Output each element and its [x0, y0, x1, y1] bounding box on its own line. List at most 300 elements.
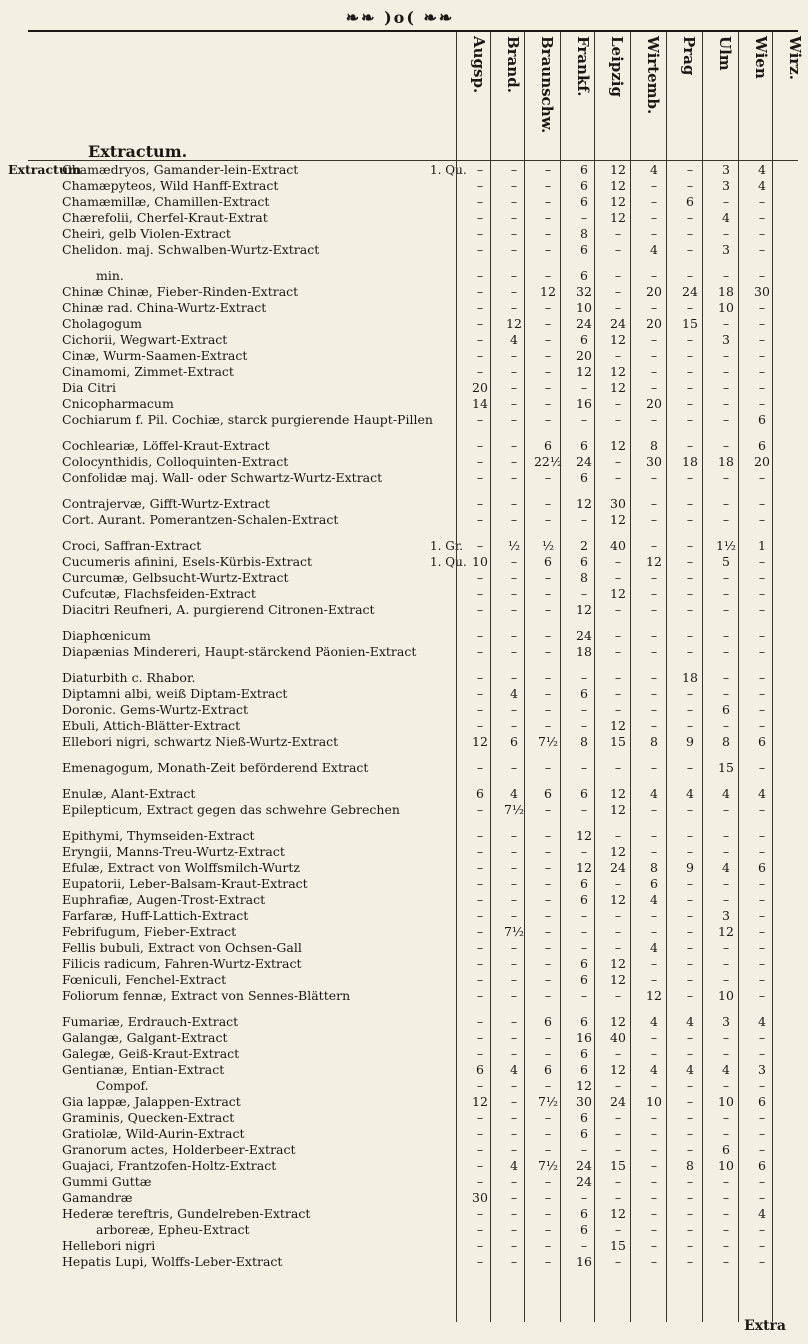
price-cell: –	[758, 554, 766, 569]
price-cell: –	[686, 1254, 694, 1269]
price-cell: 6	[686, 194, 694, 209]
price-cell: –	[758, 210, 766, 225]
price-cell: –	[544, 316, 552, 331]
price-cell: –	[722, 1046, 730, 1061]
price-cell: –	[650, 194, 658, 209]
price-cell: –	[722, 380, 730, 395]
price-cell: –	[722, 364, 730, 379]
price-cell: –	[686, 1190, 694, 1205]
price-cell: –	[758, 702, 766, 717]
row-name: Emenagogum, Monath-Zeit beförderend Extract	[62, 760, 369, 775]
price-cell: –	[614, 242, 622, 257]
page-ornament: ❧❧ )o( ❧❧	[345, 8, 455, 27]
row-name: Curcumæ, Gelbsucht-Wurtz-Extract	[62, 570, 289, 585]
price-cell: –	[544, 828, 552, 843]
price-cell: –	[580, 1190, 588, 1205]
row-weight: 1. Gr.	[430, 539, 464, 553]
top-rule	[28, 30, 798, 32]
price-cell: 32	[576, 284, 592, 299]
price-cell: 12	[610, 892, 626, 907]
price-cell: –	[544, 380, 552, 395]
price-cell: –	[510, 396, 518, 411]
price-cell: –	[650, 364, 658, 379]
price-cell: 10	[646, 1094, 662, 1109]
price-cell: –	[650, 628, 658, 643]
price-cell: –	[650, 300, 658, 315]
price-cell: 8	[650, 438, 658, 453]
price-cell: 4	[650, 1062, 658, 1077]
price-cell: –	[722, 570, 730, 585]
price-cell: –	[476, 538, 484, 553]
price-cell: –	[722, 940, 730, 955]
price-cell: –	[686, 162, 694, 177]
price-cell: 12	[540, 284, 556, 299]
price-cell: –	[580, 802, 588, 817]
price-cell: 8	[580, 570, 588, 585]
price-cell: –	[650, 1222, 658, 1237]
table-row	[0, 284, 800, 300]
price-cell: 12	[576, 602, 592, 617]
price-cell: –	[544, 194, 552, 209]
price-cell: –	[686, 242, 694, 257]
price-cell: –	[758, 892, 766, 907]
price-cell: –	[476, 512, 484, 527]
column-header	[738, 36, 774, 154]
row-name: Diptamni albi, weiß Diptam-Extract	[62, 686, 288, 701]
price-cell: 40	[610, 538, 626, 553]
table-row	[0, 734, 800, 760]
price-cell: 10	[472, 554, 488, 569]
price-cell: –	[758, 940, 766, 955]
price-cell: –	[580, 1238, 588, 1253]
price-cell: –	[650, 644, 658, 659]
price-cell: –	[758, 332, 766, 347]
price-cell: 18	[718, 454, 734, 469]
price-cell: –	[686, 972, 694, 987]
price-cell: –	[510, 892, 518, 907]
row-name: Epilepticum, Extract gegen das schwehre Gebrechen	[62, 802, 400, 817]
price-cell: –	[686, 512, 694, 527]
price-cell: 40	[610, 1030, 626, 1045]
table-row	[0, 1030, 800, 1046]
price-cell: 30	[646, 454, 662, 469]
price-cell: –	[614, 348, 622, 363]
price-cell: 4	[510, 1062, 518, 1077]
price-cell: –	[650, 512, 658, 527]
price-cell: 3	[722, 242, 730, 257]
column-rule	[560, 32, 561, 1322]
price-cell: 12	[718, 924, 734, 939]
table-row	[0, 972, 800, 988]
price-cell: –	[758, 316, 766, 331]
price-cell: –	[614, 226, 622, 241]
price-cell: –	[476, 364, 484, 379]
price-cell: –	[544, 644, 552, 659]
price-cell: –	[544, 496, 552, 511]
table-row	[0, 332, 800, 348]
price-cell: 3	[758, 1062, 766, 1077]
price-cell: –	[476, 300, 484, 315]
price-cell: –	[686, 268, 694, 283]
price-cell: –	[758, 586, 766, 601]
table-row	[0, 1126, 800, 1142]
price-cell: –	[686, 348, 694, 363]
table-row	[0, 802, 800, 828]
column-header-label: Frankf.	[574, 36, 592, 97]
price-cell: –	[510, 226, 518, 241]
price-cell: –	[686, 1030, 694, 1045]
price-cell: –	[686, 1094, 694, 1109]
price-cell: –	[650, 178, 658, 193]
price-cell: –	[580, 1142, 588, 1157]
price-cell: –	[686, 496, 694, 511]
price-cell: 10	[718, 988, 734, 1003]
price-cell: –	[650, 1078, 658, 1093]
price-cell: –	[758, 1078, 766, 1093]
price-cell: –	[686, 470, 694, 485]
price-cell: –	[476, 1206, 484, 1221]
price-cell: –	[580, 908, 588, 923]
price-cell: –	[650, 828, 658, 843]
price-cell: –	[544, 570, 552, 585]
price-cell: 10	[718, 300, 734, 315]
price-cell: –	[758, 1030, 766, 1045]
row-name: Gentianæ, Entian-Extract	[62, 1062, 225, 1077]
price-cell: –	[686, 1206, 694, 1221]
price-cell: –	[510, 194, 518, 209]
price-cell: 12	[576, 1078, 592, 1093]
row-name: Granorum actes, Holderbeer-Extract	[62, 1142, 296, 1157]
row-name: Guajaci, Frantzofen-Holtz-Extract	[62, 1158, 277, 1173]
price-cell: 6	[544, 554, 552, 569]
row-name: Fœniculi, Fenchel-Extract	[62, 972, 227, 987]
price-cell: 12	[576, 496, 592, 511]
price-cell: –	[614, 554, 622, 569]
price-cell: –	[476, 162, 484, 177]
price-cell: –	[650, 1174, 658, 1189]
price-cell: –	[580, 988, 588, 1003]
price-cell: –	[476, 956, 484, 971]
price-cell: 4	[686, 786, 694, 801]
price-cell: –	[722, 844, 730, 859]
price-cell: –	[544, 470, 552, 485]
price-cell: –	[510, 644, 518, 659]
price-cell: 6	[580, 1014, 588, 1029]
price-cell: –	[544, 1110, 552, 1125]
price-cell: –	[476, 586, 484, 601]
price-cell: –	[686, 412, 694, 427]
price-cell: –	[476, 644, 484, 659]
price-cell: –	[614, 940, 622, 955]
price-cell: –	[544, 892, 552, 907]
price-cell: –	[544, 226, 552, 241]
price-cell: –	[476, 348, 484, 363]
price-cell: –	[544, 1046, 552, 1061]
table-row	[0, 988, 800, 1014]
price-cell: –	[476, 570, 484, 585]
price-cell: 12	[506, 316, 522, 331]
table-row	[0, 412, 800, 438]
price-cell: –	[650, 470, 658, 485]
price-cell: –	[510, 178, 518, 193]
price-cell: –	[476, 602, 484, 617]
price-cell: –	[686, 438, 694, 453]
price-cell: –	[476, 1046, 484, 1061]
price-cell: 6	[580, 972, 588, 987]
price-cell: –	[476, 670, 484, 685]
price-cell: 8	[650, 860, 658, 875]
price-cell: –	[476, 454, 484, 469]
price-cell: –	[650, 670, 658, 685]
row-name: Diapænias Mindereri, Haupt-stärckend Päonien-Extract	[62, 644, 417, 659]
price-cell: –	[650, 268, 658, 283]
price-cell: –	[614, 628, 622, 643]
price-cell: –	[722, 686, 730, 701]
price-cell: 12	[610, 162, 626, 177]
price-cell: –	[758, 628, 766, 643]
price-cell: –	[650, 1030, 658, 1045]
price-cell: –	[650, 570, 658, 585]
price-cell: –	[686, 1222, 694, 1237]
price-cell: 10	[718, 1094, 734, 1109]
price-cell: –	[686, 332, 694, 347]
price-cell: –	[686, 1174, 694, 1189]
price-cell: –	[686, 686, 694, 701]
table-row	[0, 956, 800, 972]
price-cell: 12	[610, 210, 626, 225]
row-name: Chamædryos, Gamander-lein-Extract	[62, 162, 299, 177]
row-name: Farfaræ, Huff-Lattich-Extract	[62, 908, 249, 923]
price-cell: –	[544, 332, 552, 347]
table-row	[0, 454, 800, 470]
price-cell: –	[476, 1014, 484, 1029]
price-cell: –	[758, 1222, 766, 1237]
price-cell: –	[686, 570, 694, 585]
price-cell: –	[510, 1094, 518, 1109]
price-cell: 3	[722, 332, 730, 347]
price-cell: –	[510, 1190, 518, 1205]
price-cell: –	[510, 828, 518, 843]
price-cell: 10	[576, 300, 592, 315]
row-name: Cucumeris afinini, Esels-Kürbis-Extract	[62, 554, 313, 569]
price-cell: –	[686, 892, 694, 907]
row-name: Chinæ Chinæ, Fieber-Rinden-Extract	[62, 284, 299, 299]
row-name: Diaphœnicum	[62, 628, 151, 643]
price-cell: –	[758, 194, 766, 209]
price-cell: –	[722, 1190, 730, 1205]
row-name: Febrifugum, Fieber-Extract	[62, 924, 237, 939]
price-cell: –	[510, 940, 518, 955]
row-name: Ebuli, Attich-Blätter-Extract	[62, 718, 241, 733]
price-cell: –	[476, 988, 484, 1003]
price-cell: –	[544, 348, 552, 363]
header-rule	[28, 160, 798, 161]
table-row	[0, 702, 800, 718]
table-row	[0, 1078, 800, 1094]
table-row	[0, 194, 800, 210]
table-row	[0, 1046, 800, 1062]
price-cell: 7½	[537, 734, 559, 749]
price-cell: 15	[718, 760, 734, 775]
price-cell: 6	[758, 1158, 766, 1173]
price-cell: –	[614, 1254, 622, 1269]
price-cell: 2	[580, 538, 588, 553]
price-cell: –	[686, 802, 694, 817]
price-cell: 22½	[533, 454, 563, 469]
price-cell: –	[476, 1126, 484, 1141]
price-cell: –	[476, 1174, 484, 1189]
price-cell: –	[544, 686, 552, 701]
price-cell: 12	[610, 364, 626, 379]
price-cell: 6	[544, 1062, 552, 1077]
row-name: Doronic. Gems-Wurtz-Extract	[62, 702, 249, 717]
price-cell: –	[580, 760, 588, 775]
price-cell: –	[614, 988, 622, 1003]
column-header	[666, 36, 702, 154]
row-weight: 1. Qu.	[430, 163, 467, 177]
price-cell: –	[510, 162, 518, 177]
price-cell: –	[758, 686, 766, 701]
price-cell: –	[686, 628, 694, 643]
table-row	[0, 316, 800, 332]
price-cell: –	[614, 1174, 622, 1189]
row-name: Croci, Saffran-Extract	[62, 538, 202, 553]
price-cell: –	[758, 1110, 766, 1125]
price-cell: 6	[580, 242, 588, 257]
table-row	[0, 718, 800, 734]
price-cell: –	[476, 1142, 484, 1157]
price-cell: –	[722, 194, 730, 209]
price-cell: –	[650, 908, 658, 923]
row-name: Gia lappæ, Jalappen-Extract	[62, 1094, 241, 1109]
table-row	[0, 570, 800, 586]
price-cell: 15	[610, 1238, 626, 1253]
table-row	[0, 892, 800, 908]
price-cell: –	[510, 860, 518, 875]
price-cell: –	[510, 956, 518, 971]
table-row	[0, 364, 800, 380]
price-cell: 12	[610, 380, 626, 395]
price-cell: –	[476, 1078, 484, 1093]
price-cell: 24	[576, 628, 592, 643]
price-cell: –	[476, 828, 484, 843]
price-cell: 8	[580, 734, 588, 749]
price-cell: 20	[646, 396, 662, 411]
price-cell: –	[650, 718, 658, 733]
price-cell: –	[722, 956, 730, 971]
price-cell: –	[758, 1254, 766, 1269]
price-cell: –	[476, 284, 484, 299]
price-cell: –	[510, 438, 518, 453]
price-cell: –	[758, 570, 766, 585]
price-cell: –	[758, 988, 766, 1003]
column-header	[490, 36, 526, 154]
catchword: Extra	[744, 1318, 786, 1334]
row-name: Ellebori nigri, schwartz Nieß-Wurtz-Extract	[62, 734, 339, 749]
price-cell: –	[758, 1126, 766, 1141]
price-cell: –	[758, 470, 766, 485]
price-cell: –	[758, 828, 766, 843]
row-name: Cichorii, Wegwart-Extract	[62, 332, 228, 347]
price-cell: –	[476, 1030, 484, 1045]
price-cell: –	[476, 178, 484, 193]
price-cell: –	[614, 644, 622, 659]
table-row	[0, 1158, 800, 1174]
price-cell: –	[758, 242, 766, 257]
row-name: Hellebori nigri	[62, 1238, 156, 1253]
price-cell: –	[544, 1078, 552, 1093]
price-cell: –	[544, 1126, 552, 1141]
price-cell: –	[650, 802, 658, 817]
price-cell: 6	[544, 786, 552, 801]
price-cell: –	[758, 718, 766, 733]
price-cell: –	[650, 538, 658, 553]
column-rule	[630, 32, 631, 1322]
price-cell: 4	[722, 860, 730, 875]
price-cell: ½	[541, 538, 555, 553]
column-rule	[702, 32, 703, 1322]
table-row	[0, 628, 800, 644]
price-cell: 6	[580, 956, 588, 971]
price-cell: –	[758, 300, 766, 315]
table-row	[0, 760, 800, 786]
price-cell: –	[544, 876, 552, 891]
price-cell: 15	[610, 734, 626, 749]
price-cell: –	[510, 364, 518, 379]
price-cell: –	[686, 554, 694, 569]
row-name: Cheiri, gelb Violen-Extract	[62, 226, 231, 241]
price-cell: 4	[650, 162, 658, 177]
price-cell: 12	[576, 364, 592, 379]
price-cell: –	[544, 628, 552, 643]
price-cell: –	[614, 828, 622, 843]
price-cell: –	[614, 1078, 622, 1093]
price-cell: –	[758, 908, 766, 923]
price-cell: 9	[686, 734, 694, 749]
row-name: Euphrafiæ, Augen-Trost-Extract	[62, 892, 266, 907]
price-cell: –	[510, 586, 518, 601]
price-cell: –	[758, 1174, 766, 1189]
price-cell: –	[544, 1222, 552, 1237]
price-cell: –	[510, 1110, 518, 1125]
price-cell: –	[650, 332, 658, 347]
price-cell: –	[758, 396, 766, 411]
price-cell: 24	[610, 860, 626, 875]
price-cell: 4	[722, 210, 730, 225]
price-cell: 5	[722, 554, 730, 569]
row-name: Chamæpyteos, Wild Hanff-Extract	[62, 178, 279, 193]
price-cell: –	[544, 760, 552, 775]
price-cell: 6	[650, 876, 658, 891]
price-cell: 4	[722, 786, 730, 801]
price-cell: –	[614, 454, 622, 469]
price-cell: –	[544, 162, 552, 177]
row-lead: Extractum	[8, 162, 82, 177]
price-cell: –	[758, 380, 766, 395]
price-cell: 12	[610, 1206, 626, 1221]
row-name: Gummi Guttæ	[62, 1174, 152, 1189]
price-cell: 1	[758, 538, 766, 553]
price-cell: –	[476, 718, 484, 733]
price-cell: 12	[610, 438, 626, 453]
price-cell: –	[686, 586, 694, 601]
row-name: arboreæ, Epheu-Extract	[96, 1222, 250, 1237]
price-cell: –	[510, 554, 518, 569]
price-cell: 6	[580, 162, 588, 177]
table-row	[0, 1142, 800, 1158]
table-row	[0, 1222, 800, 1238]
price-cell: –	[614, 1142, 622, 1157]
